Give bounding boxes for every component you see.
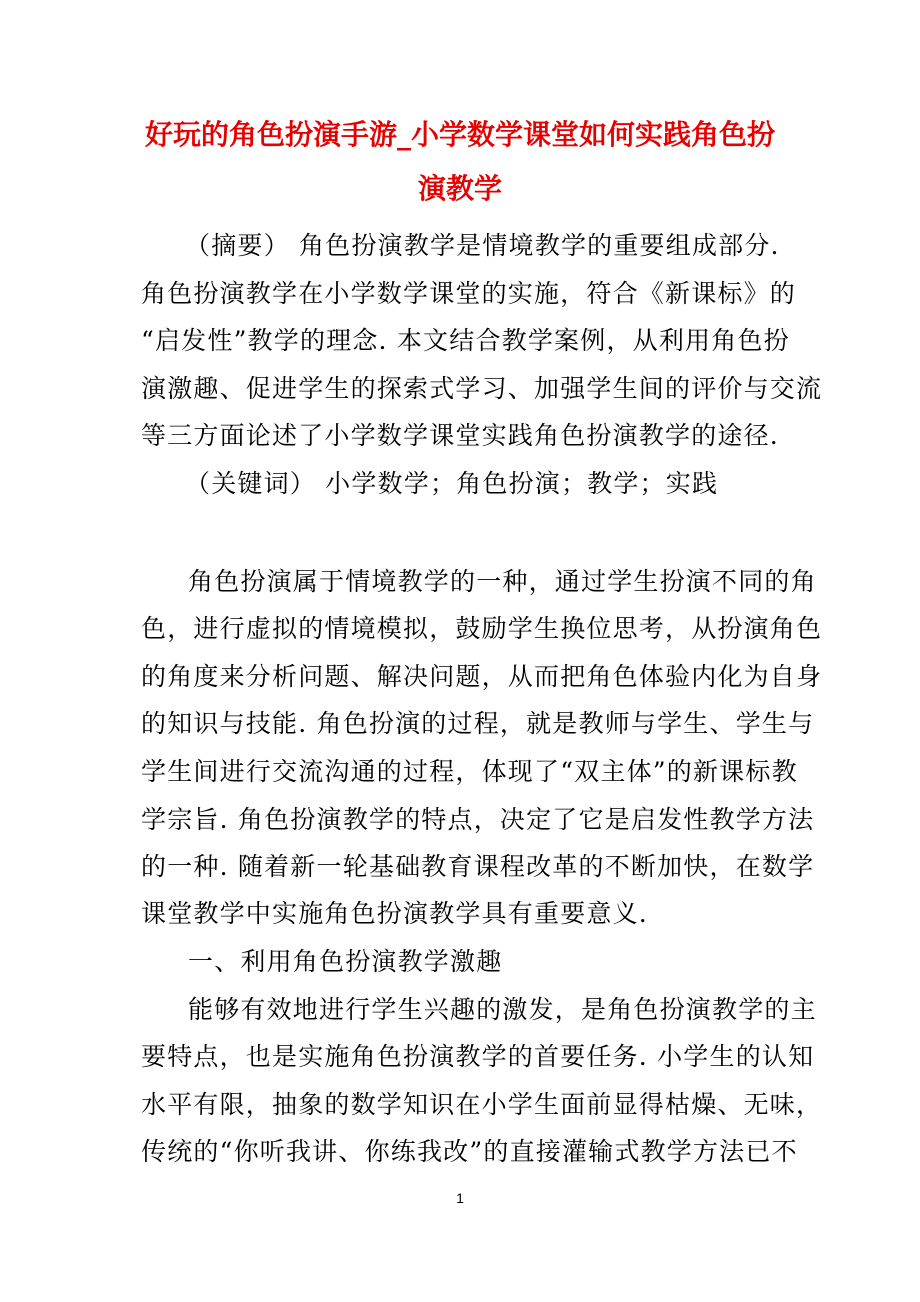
abstract-line: 演激趣、促进学生的探索式学习、加强学生间的评价与交流 — [141, 374, 823, 403]
abstract-line: 等三方面论述了小学数学课堂实践角色扮演教学的途径. — [141, 421, 779, 450]
body-line: 传统的“你听我讲、你练我改”的直接灌输式教学方法已不 — [141, 1137, 798, 1166]
body-line: 的知识与技能. 角色扮演的过程，就是教师与学生、学生与 — [141, 709, 815, 738]
page-number: 1 — [456, 1190, 464, 1206]
abstract-line: “启发性”教学的理念. 本文结合教学案例，从利用角色扮 — [141, 326, 790, 355]
abstract-line: 角色扮演教学在小学数学课堂的实施，符合《新课标》的 — [141, 279, 797, 308]
title-line-2: 演教学 — [417, 172, 502, 205]
body-line: 水平有限，抽象的数学知识在小学生面前显得枯燥、无味， — [141, 1090, 823, 1119]
body-line: 能够有效地进行学生兴趣的激发，是角色扮演教学的主 — [188, 995, 817, 1024]
document-title — [130, 108, 790, 216]
body-line: 角色扮演属于情境教学的一种，通过学生扮演不同的角 — [188, 567, 817, 596]
keywords-line: （关键词） 小学数学；角色扮演；教学；实践 — [185, 469, 719, 498]
abstract-line: （摘要） 角色扮演教学是情境教学的重要组成部分. — [185, 231, 780, 260]
body-line: 课堂教学中实施角色扮演教学具有重要意义. — [141, 899, 648, 928]
body-line: 要特点，也是实施角色扮演教学的首要任务. 小学生的认知 — [141, 1042, 815, 1071]
section-heading: 一、利用角色扮演教学激趣 — [188, 947, 503, 976]
body-line: 色，进行虚拟的情境模拟，鼓励学生换位思考，从扮演角色 — [141, 614, 823, 643]
body-line: 的一种. 随着新一轮基础教育课程改革的不断加快，在数学 — [141, 852, 815, 881]
body-line: 的角度来分析问题、解决问题，从而把角色体验内化为自身 — [141, 662, 823, 691]
body-line: 学宗旨. 角色扮演教学的特点，决定了它是启发性教学方法 — [141, 805, 815, 834]
title-line-1: 好玩的角色扮演手游_小学数学课堂如何实践角色扮 — [144, 118, 775, 151]
body-line: 学生间进行交流沟通的过程，体现了“双主体”的新课标教 — [141, 757, 798, 786]
